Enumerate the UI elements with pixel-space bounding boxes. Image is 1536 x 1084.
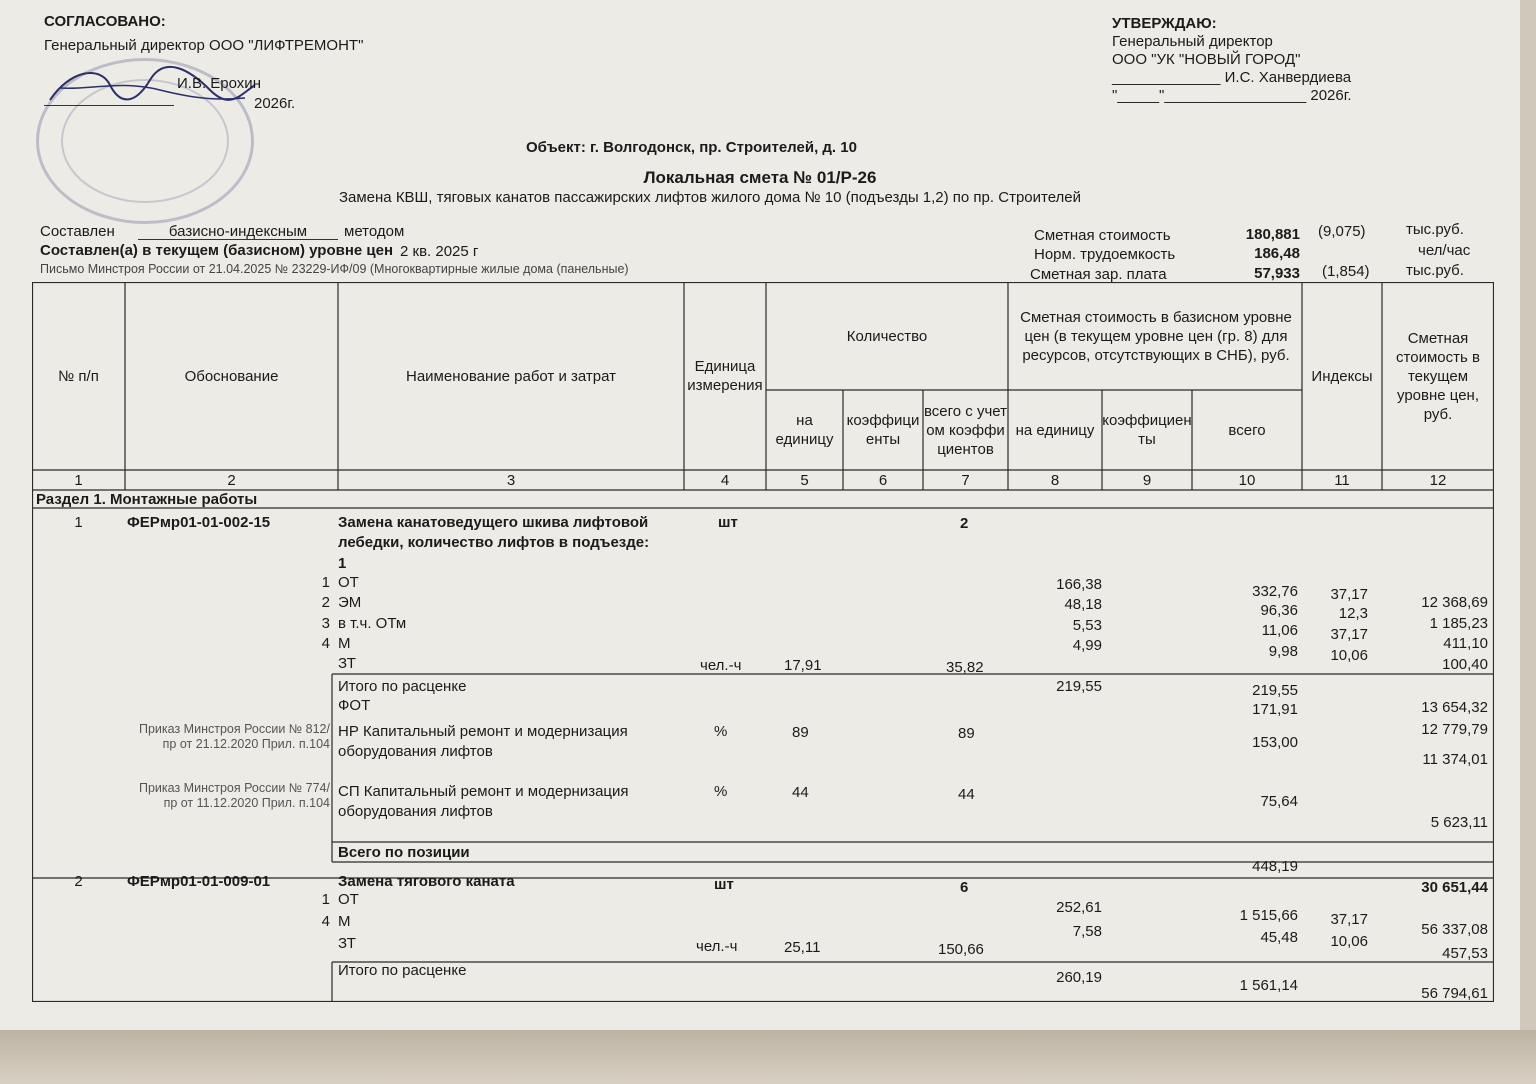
resource-per-unit: 4,99 bbox=[1072, 637, 1102, 654]
method-value: базисно-индексным bbox=[138, 224, 338, 240]
subtotal-per-unit: 219,55 bbox=[1056, 678, 1102, 695]
resource-index: 10,06 bbox=[1330, 647, 1368, 664]
resource-current: 100,40 bbox=[1442, 656, 1488, 673]
resource-current: 56 337,08 bbox=[1421, 921, 1488, 938]
subtotal-total: 219,55 bbox=[1252, 682, 1298, 699]
position-qty: 2 bbox=[960, 515, 969, 532]
labor-per-unit: 17,91 bbox=[784, 657, 822, 674]
approval-right-signer: _____________ И.С. Ханвердиева bbox=[1112, 69, 1352, 86]
position-qty: 6 bbox=[960, 879, 969, 896]
sign-line-left bbox=[44, 90, 174, 106]
background-surface bbox=[0, 1030, 1536, 1084]
header-qty-total: всего с учетом коэффициентов bbox=[924, 402, 1007, 458]
col-number: 7 bbox=[961, 471, 970, 489]
col-number: 3 bbox=[506, 471, 516, 489]
resource-index: 12,3 bbox=[1338, 605, 1368, 622]
position-unit: шт bbox=[714, 876, 734, 893]
labor-unit: чел.-ч bbox=[700, 657, 742, 674]
subtotal-per-unit: 260,19 bbox=[1056, 969, 1102, 986]
resource-name: в т.ч. ОТм bbox=[338, 615, 407, 632]
resource-name: ОТ bbox=[338, 891, 359, 908]
summary-unit: тыс.руб. bbox=[1406, 262, 1464, 279]
profit-current: 5 623,11 bbox=[1430, 814, 1488, 831]
resource-total: 1 515,66 bbox=[1239, 907, 1298, 924]
col-number: 5 bbox=[800, 471, 809, 489]
profit-rate-total: 44 bbox=[958, 786, 975, 803]
summary-label: Сметная стоимость bbox=[1034, 227, 1171, 244]
resource-per-unit: 5,53 bbox=[1072, 617, 1102, 634]
approval-right-date: "_____"_________________ 2026г. bbox=[1112, 87, 1352, 104]
resource-current: 1 185,23 bbox=[1429, 615, 1488, 632]
section-title: Раздел 1. Монтажные работы bbox=[36, 491, 258, 508]
col-number: 10 bbox=[1238, 471, 1256, 489]
resource-total: 11,06 bbox=[1261, 622, 1298, 639]
header-indexes: Индексы bbox=[1311, 367, 1373, 385]
ministry-letter: Письмо Минстроя России от 21.04.2025 № 23229-ИФ/09 (Многоквартирные жилые дома (панельные) bbox=[40, 262, 629, 276]
labor-total: 150,66 bbox=[938, 941, 984, 958]
profit-rate: 44 bbox=[792, 784, 809, 801]
resource-total: 332,76 bbox=[1252, 583, 1298, 600]
doc-subtitle: Замена КВШ, тяговых канатов пассажирских лифтов жилого дома № 10 (подъезды 1,2) по пр. Строителей bbox=[338, 189, 1082, 206]
header-current-cost: Сметная стоимость в текущем уровне цен, руб. bbox=[1396, 329, 1480, 423]
payroll-current: 12 779,79 bbox=[1421, 721, 1488, 738]
summary-unit: чел/час bbox=[1418, 242, 1471, 259]
resource-index: 37,17 bbox=[1330, 626, 1368, 643]
approval-left-signer: И.В. Ерохин bbox=[177, 75, 261, 92]
header-unit: Единица измерения bbox=[687, 358, 763, 394]
overhead-current: 11 374,01 bbox=[1422, 751, 1488, 768]
approval-right-heading: УТВЕРЖДАЮ: bbox=[1112, 15, 1217, 32]
resource-per-unit: 252,61 bbox=[1056, 899, 1102, 916]
col-number: 4 bbox=[720, 471, 730, 489]
resource-name: ОТ bbox=[338, 574, 359, 591]
header-cost-per-unit: на единицу bbox=[1015, 421, 1095, 439]
object-line: Объект: г. Волгодонск, пр. Строителей, д. 10 bbox=[526, 139, 857, 156]
col-number: 9 bbox=[1142, 471, 1152, 489]
resource-current: 457,53 bbox=[1442, 945, 1488, 962]
col-number: 6 bbox=[878, 471, 888, 489]
overhead-rate: 89 bbox=[792, 724, 809, 741]
subtotal-current: 13 654,32 bbox=[1421, 699, 1488, 716]
profit-basis: Приказ Минстроя России № 774/пр от 11.12.2020 Прил. п.104 bbox=[139, 781, 330, 810]
position-name: лебедки, количество лифтов в подъезде: bbox=[338, 534, 650, 551]
approval-left-position: Генеральный директор ООО "ЛИФТРЕМОНТ" bbox=[44, 37, 364, 54]
position-total-current: 30 651,44 bbox=[1421, 879, 1488, 896]
overhead-name: оборудования лифтов bbox=[338, 743, 493, 760]
subtotal-current: 56 794,61 bbox=[1421, 985, 1488, 1002]
position-code: ФЕРмр01-01-009-01 bbox=[127, 873, 271, 890]
resource-current: 12 368,69 bbox=[1421, 594, 1488, 611]
summary-value: 180,881 bbox=[1245, 226, 1300, 243]
position-total-label: Всего по позиции bbox=[338, 844, 470, 861]
col-number: 1 bbox=[74, 471, 83, 489]
labor-name: ЗТ bbox=[338, 935, 356, 952]
summary-label: Сметная зар. плата bbox=[1030, 266, 1167, 283]
col-number: 12 bbox=[1429, 471, 1447, 489]
approval-left-heading: СОГЛАСОВАНО: bbox=[44, 13, 166, 30]
summary-base: (9,075) bbox=[1318, 223, 1366, 240]
header-qty-per-unit: на единицу bbox=[775, 412, 834, 448]
header-qty-group: Количество bbox=[846, 327, 928, 345]
payroll-label: ФОТ bbox=[338, 697, 371, 714]
resource-num: 3 bbox=[321, 615, 330, 632]
position-code: ФЕРмр01-01-002-15 bbox=[127, 514, 271, 531]
position-number: 2 bbox=[74, 873, 83, 890]
profit-name: оборудования лифтов bbox=[338, 803, 493, 820]
header-name: Наименование работ и затрат bbox=[405, 367, 616, 385]
resource-num: 4 bbox=[321, 913, 330, 930]
resource-num: 4 bbox=[321, 635, 330, 652]
position-total: 448,19 bbox=[1252, 858, 1298, 875]
profit-unit: % bbox=[714, 783, 728, 800]
doc-title: Локальная смета № 01/Р-26 bbox=[643, 168, 877, 187]
approval-right-position: Генеральный директор bbox=[1112, 33, 1273, 50]
resource-total: 9,98 bbox=[1268, 643, 1298, 660]
estimate-table bbox=[32, 282, 1494, 1002]
method-suffix: методом bbox=[344, 223, 405, 240]
col-number: 11 bbox=[1334, 471, 1350, 489]
labor-per-unit: 25,11 bbox=[784, 939, 821, 956]
overhead-total: 153,00 bbox=[1252, 734, 1298, 751]
price-level-label: Составлен(а) в текущем (базисном) уровне цен bbox=[40, 242, 394, 259]
resource-per-unit: 166,38 bbox=[1056, 576, 1102, 593]
subtotal-label: Итого по расценке bbox=[338, 678, 467, 695]
header-basis: Обоснование bbox=[184, 367, 279, 385]
payroll-total: 171,91 bbox=[1252, 701, 1298, 718]
header-num: № п/п bbox=[58, 367, 99, 385]
resource-index: 37,17 bbox=[1330, 911, 1368, 928]
resource-current: 411,10 bbox=[1443, 635, 1488, 652]
summary-value: 186,48 bbox=[1254, 245, 1300, 262]
method-prefix: Составлен bbox=[40, 223, 115, 240]
header-cost-coef: коэффициенты bbox=[1102, 412, 1192, 448]
summary-label: Норм. трудоемкость bbox=[1034, 246, 1176, 263]
resource-name: М bbox=[338, 913, 351, 930]
position-unit: шт bbox=[718, 514, 738, 531]
col-number: 8 bbox=[1050, 471, 1060, 489]
price-level-value: 2 кв. 2025 г bbox=[400, 243, 479, 260]
header-cost-total: всего bbox=[1228, 421, 1266, 439]
approval-left-date: 2026г. bbox=[254, 95, 296, 112]
position-name: Замена тягового каната bbox=[338, 873, 515, 890]
labor-unit: чел.-ч bbox=[696, 938, 738, 955]
position-number: 1 bbox=[74, 514, 83, 531]
resource-num: 1 bbox=[321, 891, 330, 908]
summary-unit: тыс.руб. bbox=[1406, 221, 1464, 238]
overhead-rate-total: 89 bbox=[958, 725, 975, 742]
labor-total: 35,82 bbox=[946, 659, 984, 676]
position-name: 1 bbox=[338, 555, 347, 572]
overhead-basis: Приказ Минстроя России № 812/пр от 21.12.2020 Прил. п.104 bbox=[139, 722, 330, 751]
overhead-unit: % bbox=[714, 723, 728, 740]
resource-index: 37,17 bbox=[1330, 586, 1368, 603]
overhead-name: НР Капитальный ремонт и модернизация bbox=[338, 723, 628, 740]
col-number: 2 bbox=[227, 471, 236, 489]
summary-value: 57,933 bbox=[1254, 265, 1300, 282]
resource-num: 2 bbox=[321, 594, 330, 611]
header-qty-coef: коэффициенты bbox=[846, 412, 920, 448]
position-name: Замена канатоведущего шкива лифтовой bbox=[338, 514, 649, 531]
resource-per-unit: 48,18 bbox=[1064, 596, 1102, 613]
summary-base: (1,854) bbox=[1322, 263, 1370, 280]
resource-name: М bbox=[338, 635, 351, 652]
profit-total: 75,64 bbox=[1260, 793, 1298, 810]
resource-total: 45,48 bbox=[1260, 929, 1298, 946]
resource-num: 1 bbox=[321, 574, 330, 591]
profit-name: СП Капитальный ремонт и модернизация bbox=[338, 783, 629, 800]
resource-name: ЭМ bbox=[338, 594, 362, 611]
header-cost-group: Сметная стоимость в базисном уровне цен (в текущем уровне цен (гр. 8) для ресурсов, отсутствующих в СНБ), руб. bbox=[1020, 308, 1292, 364]
resource-index: 10,06 bbox=[1330, 933, 1368, 950]
subtotal-total: 1 561,14 bbox=[1239, 977, 1298, 994]
labor-name: ЗТ bbox=[338, 655, 356, 672]
subtotal-label: Итого по расценке bbox=[338, 962, 467, 979]
resource-per-unit: 7,58 bbox=[1072, 923, 1102, 940]
approval-right-org: ООО "УК "НОВЫЙ ГОРОД" bbox=[1112, 51, 1301, 68]
resource-total: 96,36 bbox=[1260, 602, 1298, 619]
